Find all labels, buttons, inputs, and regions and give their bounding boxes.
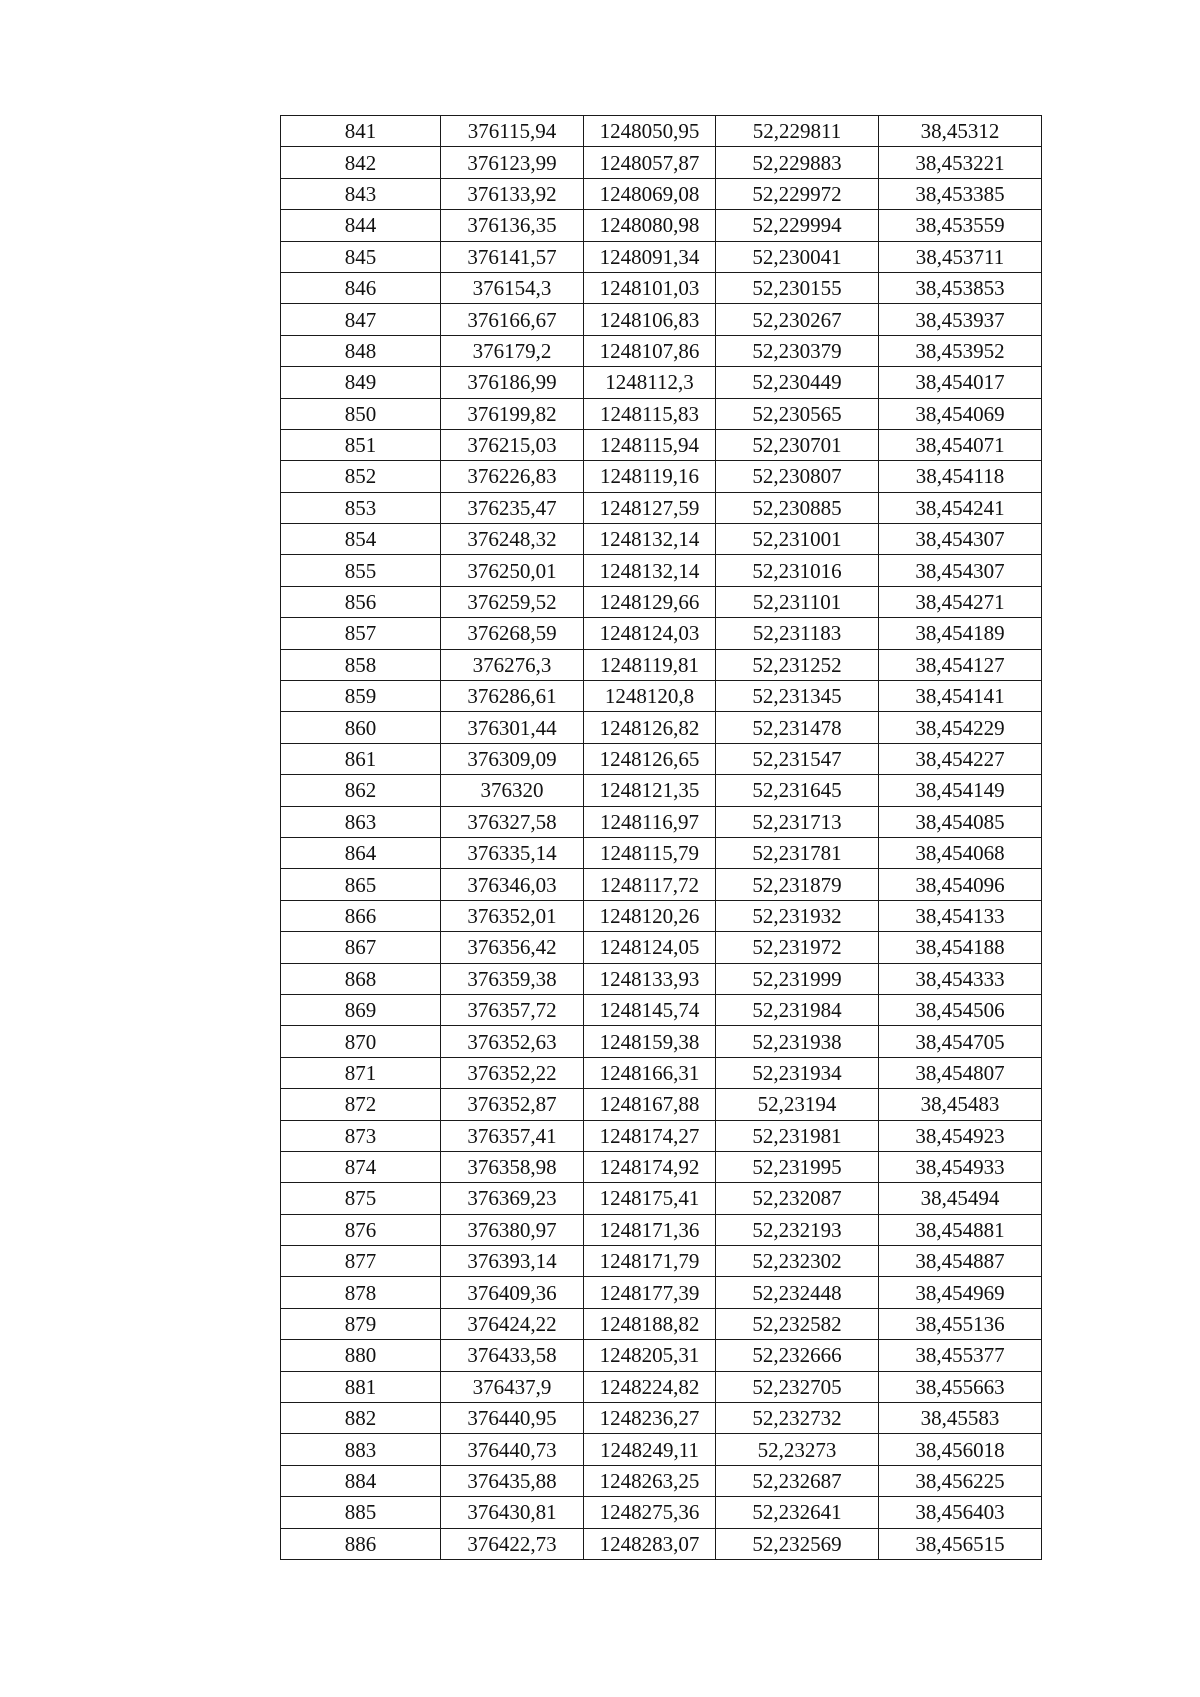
table-row [281,1277,1042,1308]
x-coordinate-cell: 376369,23 [441,1183,584,1214]
table-row [281,1465,1042,1496]
latitude-cell: 52,231645 [716,775,879,806]
x-coordinate-cell: 376248,32 [441,524,584,555]
y-coordinate-cell: 1248121,35 [584,775,716,806]
latitude-cell: 52,232666 [716,1340,879,1371]
y-coordinate-cell: 1248166,31 [584,1057,716,1088]
table-row [281,586,1042,617]
latitude-cell: 52,231478 [716,712,879,743]
point-number-cell: 847 [281,304,441,335]
longitude-cell: 38,454333 [879,963,1042,994]
x-coordinate-cell: 376409,36 [441,1277,584,1308]
latitude-cell: 52,23273 [716,1434,879,1465]
y-coordinate-cell: 1248069,08 [584,178,716,209]
y-coordinate-cell: 1248124,03 [584,618,716,649]
longitude-cell: 38,454068 [879,837,1042,868]
latitude-cell: 52,231999 [716,963,879,994]
table-row [281,1089,1042,1120]
longitude-cell: 38,453711 [879,241,1042,272]
table-row [281,555,1042,586]
table-row [281,367,1042,398]
longitude-cell: 38,45494 [879,1183,1042,1214]
longitude-cell: 38,45312 [879,116,1042,147]
point-number-cell: 858 [281,649,441,680]
point-number-cell: 877 [281,1246,441,1277]
point-number-cell: 850 [281,398,441,429]
latitude-cell: 52,230885 [716,492,879,523]
y-coordinate-cell: 1248124,05 [584,932,716,963]
latitude-cell: 52,230155 [716,272,879,303]
table-row [281,429,1042,460]
y-coordinate-cell: 1248177,39 [584,1277,716,1308]
x-coordinate-cell: 376430,81 [441,1497,584,1528]
x-coordinate-cell: 376346,03 [441,869,584,900]
x-coordinate-cell: 376199,82 [441,398,584,429]
latitude-cell: 52,232705 [716,1371,879,1402]
point-number-cell: 841 [281,116,441,147]
y-coordinate-cell: 1248120,26 [584,900,716,931]
point-number-cell: 854 [281,524,441,555]
x-coordinate-cell: 376301,44 [441,712,584,743]
table-row [281,272,1042,303]
latitude-cell: 52,230701 [716,429,879,460]
latitude-cell: 52,231001 [716,524,879,555]
table-row [281,1183,1042,1214]
point-number-cell: 876 [281,1214,441,1245]
table-row [281,1057,1042,1088]
y-coordinate-cell: 1248171,36 [584,1214,716,1245]
point-number-cell: 861 [281,743,441,774]
point-number-cell: 842 [281,147,441,178]
longitude-cell: 38,456225 [879,1465,1042,1496]
x-coordinate-cell: 376226,83 [441,461,584,492]
x-coordinate-cell: 376215,03 [441,429,584,460]
point-number-cell: 884 [281,1465,441,1496]
y-coordinate-cell: 1248129,66 [584,586,716,617]
point-number-cell: 862 [281,775,441,806]
latitude-cell: 52,230565 [716,398,879,429]
point-number-cell: 844 [281,210,441,241]
x-coordinate-cell: 376422,73 [441,1528,584,1559]
point-number-cell: 848 [281,335,441,366]
point-number-cell: 852 [281,461,441,492]
table-row [281,335,1042,366]
table-row [281,1528,1042,1559]
table-row [281,1403,1042,1434]
point-number-cell: 855 [281,555,441,586]
point-number-cell: 881 [281,1371,441,1402]
point-number-cell: 871 [281,1057,441,1088]
table-row [281,1434,1042,1465]
longitude-cell: 38,454017 [879,367,1042,398]
x-coordinate-cell: 376440,73 [441,1434,584,1465]
point-number-cell: 883 [281,1434,441,1465]
latitude-cell: 52,232569 [716,1528,879,1559]
point-number-cell: 874 [281,1151,441,1182]
x-coordinate-cell: 376440,95 [441,1403,584,1434]
table-row [281,178,1042,209]
longitude-cell: 38,454705 [879,1026,1042,1057]
point-number-cell: 863 [281,806,441,837]
y-coordinate-cell: 1248145,74 [584,994,716,1025]
longitude-cell: 38,454969 [879,1277,1042,1308]
longitude-cell: 38,454229 [879,712,1042,743]
x-coordinate-cell: 376136,35 [441,210,584,241]
point-number-cell: 856 [281,586,441,617]
longitude-cell: 38,454189 [879,618,1042,649]
coordinates-table-body [281,116,1042,1560]
point-number-cell: 885 [281,1497,441,1528]
latitude-cell: 52,232087 [716,1183,879,1214]
x-coordinate-cell: 376235,47 [441,492,584,523]
coordinates-table [280,115,1042,1560]
table-row [281,900,1042,931]
y-coordinate-cell: 1248174,92 [584,1151,716,1182]
point-number-cell: 866 [281,900,441,931]
point-number-cell: 878 [281,1277,441,1308]
y-coordinate-cell: 1248205,31 [584,1340,716,1371]
x-coordinate-cell: 376352,22 [441,1057,584,1088]
point-number-cell: 853 [281,492,441,523]
latitude-cell: 52,229972 [716,178,879,209]
latitude-cell: 52,230267 [716,304,879,335]
table-row [281,1497,1042,1528]
x-coordinate-cell: 376276,3 [441,649,584,680]
longitude-cell: 38,454149 [879,775,1042,806]
point-number-cell: 849 [281,367,441,398]
table-row [281,963,1042,994]
y-coordinate-cell: 1248050,95 [584,116,716,147]
table-row [281,681,1042,712]
longitude-cell: 38,455377 [879,1340,1042,1371]
table-row [281,116,1042,147]
latitude-cell: 52,231984 [716,994,879,1025]
y-coordinate-cell: 1248101,03 [584,272,716,303]
latitude-cell: 52,231879 [716,869,879,900]
latitude-cell: 52,231932 [716,900,879,931]
table-row [281,461,1042,492]
longitude-cell: 38,454127 [879,649,1042,680]
latitude-cell: 52,229811 [716,116,879,147]
longitude-cell: 38,455663 [879,1371,1042,1402]
y-coordinate-cell: 1248174,27 [584,1120,716,1151]
y-coordinate-cell: 1248126,65 [584,743,716,774]
latitude-cell: 52,232641 [716,1497,879,1528]
table-row [281,806,1042,837]
table-row [281,524,1042,555]
latitude-cell: 52,231972 [716,932,879,963]
longitude-cell: 38,454141 [879,681,1042,712]
point-number-cell: 879 [281,1308,441,1339]
x-coordinate-cell: 376435,88 [441,1465,584,1496]
latitude-cell: 52,231547 [716,743,879,774]
point-number-cell: 860 [281,712,441,743]
point-number-cell: 859 [281,681,441,712]
y-coordinate-cell: 1248119,81 [584,649,716,680]
latitude-cell: 52,232732 [716,1403,879,1434]
point-number-cell: 851 [281,429,441,460]
table-row [281,775,1042,806]
table-row [281,618,1042,649]
table-row [281,869,1042,900]
y-coordinate-cell: 1248126,82 [584,712,716,743]
x-coordinate-cell: 376166,67 [441,304,584,335]
latitude-cell: 52,231101 [716,586,879,617]
latitude-cell: 52,231016 [716,555,879,586]
point-number-cell: 875 [281,1183,441,1214]
point-number-cell: 857 [281,618,441,649]
longitude-cell: 38,454085 [879,806,1042,837]
point-number-cell: 870 [281,1026,441,1057]
longitude-cell: 38,454188 [879,932,1042,963]
x-coordinate-cell: 376335,14 [441,837,584,868]
table-row [281,1151,1042,1182]
x-coordinate-cell: 376352,01 [441,900,584,931]
x-coordinate-cell: 376259,52 [441,586,584,617]
latitude-cell: 52,231981 [716,1120,879,1151]
y-coordinate-cell: 1248167,88 [584,1089,716,1120]
y-coordinate-cell: 1248249,11 [584,1434,716,1465]
x-coordinate-cell: 376437,9 [441,1371,584,1402]
longitude-cell: 38,454807 [879,1057,1042,1088]
table-row [281,712,1042,743]
point-number-cell: 867 [281,932,441,963]
longitude-cell: 38,454506 [879,994,1042,1025]
y-coordinate-cell: 1248171,79 [584,1246,716,1277]
y-coordinate-cell: 1248107,86 [584,335,716,366]
longitude-cell: 38,456403 [879,1497,1042,1528]
latitude-cell: 52,231781 [716,837,879,868]
table-row [281,1026,1042,1057]
longitude-cell: 38,454271 [879,586,1042,617]
x-coordinate-cell: 376357,72 [441,994,584,1025]
y-coordinate-cell: 1248175,41 [584,1183,716,1214]
x-coordinate-cell: 376327,58 [441,806,584,837]
latitude-cell: 52,232448 [716,1277,879,1308]
table-row [281,932,1042,963]
table-row [281,492,1042,523]
longitude-cell: 38,456515 [879,1528,1042,1559]
point-number-cell: 880 [281,1340,441,1371]
latitude-cell: 52,231183 [716,618,879,649]
longitude-cell: 38,454933 [879,1151,1042,1182]
point-number-cell: 872 [281,1089,441,1120]
longitude-cell: 38,454241 [879,492,1042,523]
x-coordinate-cell: 376309,09 [441,743,584,774]
y-coordinate-cell: 1248188,82 [584,1308,716,1339]
y-coordinate-cell: 1248283,07 [584,1528,716,1559]
point-number-cell: 869 [281,994,441,1025]
x-coordinate-cell: 376356,42 [441,932,584,963]
longitude-cell: 38,454307 [879,555,1042,586]
longitude-cell: 38,453952 [879,335,1042,366]
latitude-cell: 52,232582 [716,1308,879,1339]
y-coordinate-cell: 1248133,93 [584,963,716,994]
point-number-cell: 845 [281,241,441,272]
y-coordinate-cell: 1248159,38 [584,1026,716,1057]
y-coordinate-cell: 1248224,82 [584,1371,716,1402]
table-row [281,210,1042,241]
latitude-cell: 52,232302 [716,1246,879,1277]
y-coordinate-cell: 1248275,36 [584,1497,716,1528]
x-coordinate-cell: 376250,01 [441,555,584,586]
longitude-cell: 38,454133 [879,900,1042,931]
y-coordinate-cell: 1248119,16 [584,461,716,492]
latitude-cell: 52,230379 [716,335,879,366]
x-coordinate-cell: 376380,97 [441,1214,584,1245]
y-coordinate-cell: 1248115,94 [584,429,716,460]
y-coordinate-cell: 1248132,14 [584,555,716,586]
longitude-cell: 38,453937 [879,304,1042,335]
x-coordinate-cell: 376320 [441,775,584,806]
latitude-cell: 52,231345 [716,681,879,712]
longitude-cell: 38,454227 [879,743,1042,774]
table-row [281,1214,1042,1245]
x-coordinate-cell: 376358,98 [441,1151,584,1182]
x-coordinate-cell: 376115,94 [441,116,584,147]
y-coordinate-cell: 1248127,59 [584,492,716,523]
longitude-cell: 38,453385 [879,178,1042,209]
x-coordinate-cell: 376359,38 [441,963,584,994]
table-row [281,398,1042,429]
x-coordinate-cell: 376433,58 [441,1340,584,1371]
table-row [281,304,1042,335]
x-coordinate-cell: 376357,41 [441,1120,584,1151]
latitude-cell: 52,232193 [716,1214,879,1245]
latitude-cell: 52,232687 [716,1465,879,1496]
x-coordinate-cell: 376154,3 [441,272,584,303]
x-coordinate-cell: 376123,99 [441,147,584,178]
x-coordinate-cell: 376424,22 [441,1308,584,1339]
longitude-cell: 38,453559 [879,210,1042,241]
point-number-cell: 843 [281,178,441,209]
latitude-cell: 52,230449 [716,367,879,398]
longitude-cell: 38,45483 [879,1089,1042,1120]
y-coordinate-cell: 1248091,34 [584,241,716,272]
y-coordinate-cell: 1248080,98 [584,210,716,241]
point-number-cell: 868 [281,963,441,994]
longitude-cell: 38,454881 [879,1214,1042,1245]
table-row [281,743,1042,774]
latitude-cell: 52,230807 [716,461,879,492]
point-number-cell: 873 [281,1120,441,1151]
x-coordinate-cell: 376352,63 [441,1026,584,1057]
y-coordinate-cell: 1248120,8 [584,681,716,712]
longitude-cell: 38,454069 [879,398,1042,429]
y-coordinate-cell: 1248236,27 [584,1403,716,1434]
latitude-cell: 52,230041 [716,241,879,272]
latitude-cell: 52,229994 [716,210,879,241]
point-number-cell: 865 [281,869,441,900]
longitude-cell: 38,454096 [879,869,1042,900]
table-row [281,241,1042,272]
longitude-cell: 38,454071 [879,429,1042,460]
longitude-cell: 38,45583 [879,1403,1042,1434]
x-coordinate-cell: 376141,57 [441,241,584,272]
table-row [281,147,1042,178]
point-number-cell: 882 [281,1403,441,1434]
latitude-cell: 52,23194 [716,1089,879,1120]
latitude-cell: 52,231938 [716,1026,879,1057]
table-row [281,649,1042,680]
x-coordinate-cell: 376133,92 [441,178,584,209]
x-coordinate-cell: 376179,2 [441,335,584,366]
point-number-cell: 846 [281,272,441,303]
x-coordinate-cell: 376393,14 [441,1246,584,1277]
point-number-cell: 886 [281,1528,441,1559]
table-row [281,837,1042,868]
longitude-cell: 38,455136 [879,1308,1042,1339]
x-coordinate-cell: 376186,99 [441,367,584,398]
y-coordinate-cell: 1248112,3 [584,367,716,398]
latitude-cell: 52,231934 [716,1057,879,1088]
longitude-cell: 38,456018 [879,1434,1042,1465]
y-coordinate-cell: 1248132,14 [584,524,716,555]
x-coordinate-cell: 376352,87 [441,1089,584,1120]
y-coordinate-cell: 1248115,79 [584,837,716,868]
longitude-cell: 38,454923 [879,1120,1042,1151]
latitude-cell: 52,231995 [716,1151,879,1182]
table-row [281,1340,1042,1371]
longitude-cell: 38,454307 [879,524,1042,555]
y-coordinate-cell: 1248117,72 [584,869,716,900]
longitude-cell: 38,453853 [879,272,1042,303]
y-coordinate-cell: 1248057,87 [584,147,716,178]
table-row [281,1246,1042,1277]
table-row [281,1371,1042,1402]
x-coordinate-cell: 376268,59 [441,618,584,649]
table-row [281,1308,1042,1339]
table-row [281,994,1042,1025]
point-number-cell: 864 [281,837,441,868]
y-coordinate-cell: 1248115,83 [584,398,716,429]
table-row [281,1120,1042,1151]
y-coordinate-cell: 1248106,83 [584,304,716,335]
latitude-cell: 52,231713 [716,806,879,837]
y-coordinate-cell: 1248263,25 [584,1465,716,1496]
longitude-cell: 38,454887 [879,1246,1042,1277]
y-coordinate-cell: 1248116,97 [584,806,716,837]
longitude-cell: 38,454118 [879,461,1042,492]
longitude-cell: 38,453221 [879,147,1042,178]
latitude-cell: 52,231252 [716,649,879,680]
x-coordinate-cell: 376286,61 [441,681,584,712]
latitude-cell: 52,229883 [716,147,879,178]
